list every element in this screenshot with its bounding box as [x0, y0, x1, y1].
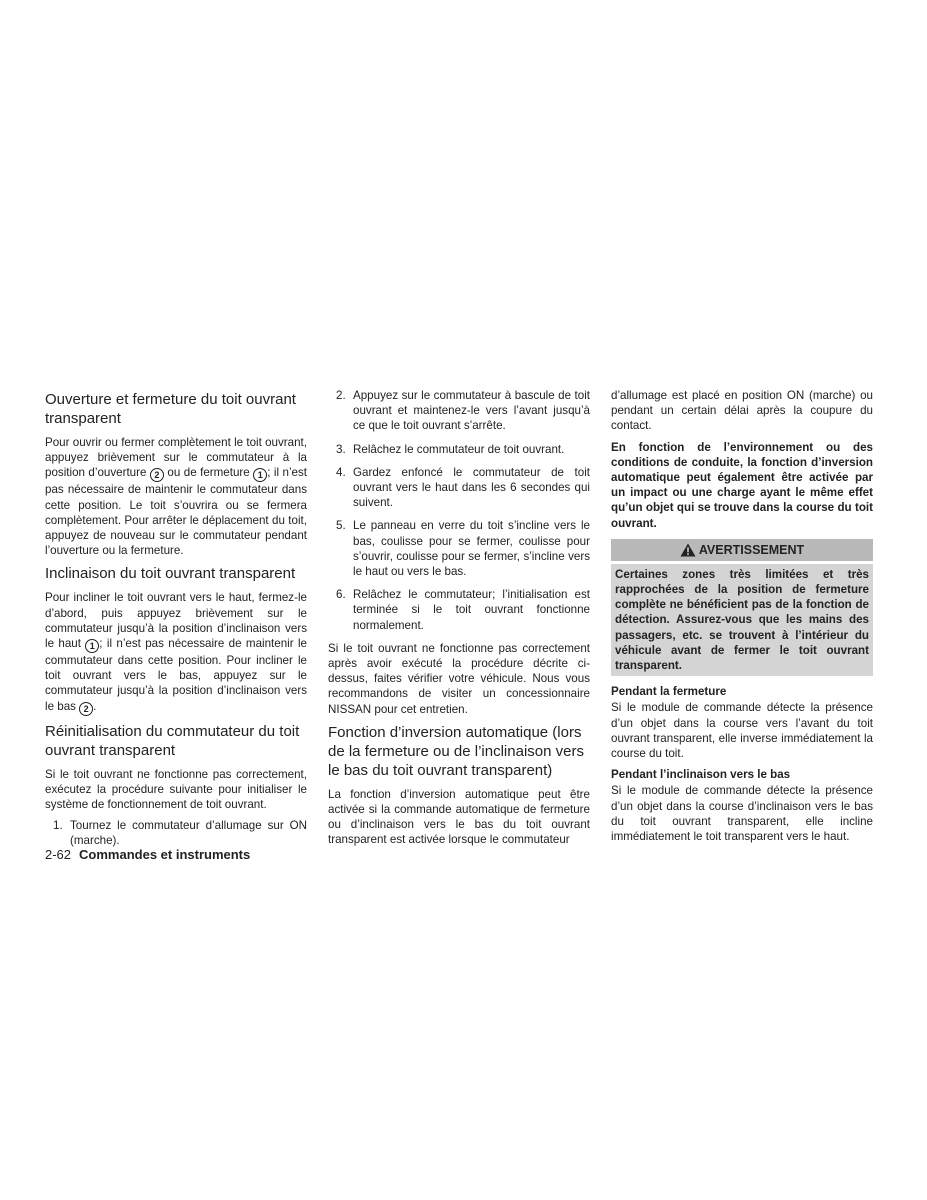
list-text: Tournez le commutateur d’allumage sur ON (marche). — [70, 819, 307, 848]
warning-body: Certaines zones très limitées et très rapprochées de la position de fermeture complète ne bénéficient pas de la fonction de détection. Assurez-vous que les mains des passagers, etc. se trouvent à l’intérieur du véhicule avant de fermer le toit ouvrant transparent. — [611, 564, 873, 676]
list-number: 6. — [336, 588, 346, 602]
page-number: 2-62 — [45, 847, 72, 862]
paragraph-continued: d’allumage est placé en position ON (marche) ou pendant un certain délai après la coupure du contact. — [611, 389, 873, 433]
warning-header — [611, 539, 873, 561]
section-heading-reset: Réinitialisation du commutateur du toit ouvrant transparent — [45, 722, 300, 759]
subheading-tilt-down: Pendant l’inclinaison vers le bas — [611, 768, 791, 782]
list-item — [328, 518, 590, 579]
list-text: Gardez enfoncé le commutateur de toit ouvrant vers le haut dans les 6 secondes qui suivent. — [353, 465, 590, 510]
list-text: Relâchez le commutateur de toit ouvrant. — [353, 442, 565, 456]
list-text: Appuyez sur le commutateur à bascule de toit ouvrant et maintenez-le vers l’avant jusqu’à ce que le toit ouvrant s’arrête. — [353, 389, 590, 433]
text-run: ; il n’est pas nécessaire de maintenir le commutateur dans cette position. Le toit s’ouvrira ou se fermera complètement. Pour arrêter le déplacement du toit, appuyez de nouveau sur le commutateur pendant l’ouverture ou la fermeture. — [45, 466, 308, 558]
list-number: 5. — [336, 519, 346, 533]
list-number: 1. — [53, 819, 63, 833]
warning-triangle-icon — [680, 543, 696, 557]
list-number: 3. — [336, 442, 346, 456]
column-middle — [328, 388, 590, 854]
callout-2-icon: 2 — [150, 468, 164, 482]
text-run: . — [93, 699, 97, 713]
steps-list — [45, 818, 307, 848]
paragraph-opening — [45, 435, 307, 558]
section-heading-opening: Ouverture et fermeture du toit ouvrant transparent — [45, 391, 296, 427]
list-item — [328, 388, 590, 434]
list-text: Le panneau en verre du toit s’incline vers le bas, coulisse pour se fermer, coulisse pour s’ouvrir, coulisse pour se fermer, s’incline vers le haut ou vers le bas. — [353, 519, 590, 579]
text-run: Pour ouvrir ou fermer complètement le toit ouvrant, appuyez brièvement sur le commutateur à la position d’ouverture — [45, 436, 307, 480]
list-number: 4. — [336, 465, 346, 479]
paragraph-reset: Si le toit ouvrant ne fonctionne pas correctement, exécutez la procédure suivante pour initialiser le système de fonctionnement de toit ouvrant. — [45, 767, 307, 812]
section-heading-tilt: Inclinaison du toit ouvrant transparent — [45, 565, 296, 583]
text-run: Pour incliner le toit ouvrant vers le haut, fermez-le d’abord, puis appuyez brièvement sur le commutateur jusqu’à la position d’inclinaison vers le haut — [45, 591, 307, 651]
text-run: ou de fermeture — [163, 466, 254, 480]
callout-2-icon: 2 — [79, 702, 93, 716]
list-item — [328, 465, 590, 511]
subheading-closing: Pendant la fermeture — [611, 685, 727, 699]
paragraph-auto-reverse: La fonction d’inversion automatique peut être activée si la commande automatique de fermeture ou d’inclinaison vers le bas du toit ouvrant transparent est activée lorsque le commutateur — [328, 787, 590, 847]
warning-title: AVERTISSEMENT — [698, 542, 805, 557]
list-item — [328, 587, 590, 633]
section-heading-auto-reverse: Fonction d’inversion automatique (lors de la fermeture ou de l’inclinaison vers le bas du toit ouvrant transparent) — [328, 723, 584, 779]
paragraph-bold-notice: En fonction de l’environnement ou des conditions de conduite, la fonction d’inversion automatique peut également être activée par un impact ou une charge ayant le même effet qu’un objet qui se trouve dans la course du toit ouvrant. — [611, 440, 873, 530]
chapter-title: Commandes et instruments — [79, 847, 251, 862]
paragraph-closing: Si le module de commande détecte la présence d’un objet dans la course vers l’avant du toit ouvrant transparent, elle inverse immédiatement la course du toit. — [611, 701, 873, 761]
list-text: Relâchez le commutateur; l’initialisation est terminée si le toit ouvrant fonctionne normalement. — [353, 588, 590, 632]
text-run: ; il n’est pas nécessaire de maintenir le commutateur dans cette position. Pour incliner le toit ouvrant vers le bas, appuyez sur le commutateur jusqu’à la position d’inclinaison vers le bas — [45, 637, 307, 713]
column-right — [611, 388, 873, 850]
list-item — [45, 818, 307, 848]
page-footer — [45, 846, 250, 864]
callout-1-icon: 1 — [85, 639, 99, 653]
steps-list-continued — [328, 388, 590, 633]
column-left — [45, 388, 307, 857]
list-item — [328, 442, 590, 457]
list-number: 2. — [336, 389, 346, 402]
callout-1-icon: 1 — [253, 468, 267, 482]
paragraph-service: Si le toit ouvrant ne fonctionne pas correctement après avoir exécuté la procédure décrite ci-dessus, faites vérifier votre véhicule. Nous vous recommandons de visiter un concessionnaire NISSAN pour cet entretien. — [328, 641, 590, 716]
paragraph-tilt — [45, 590, 307, 715]
paragraph-tilt-down: Si le module de commande détecte la présence d’un objet dans la course d’inclinaison vers le bas du toit ouvrant transparent, elle incline immédiatement le toit transparent vers le haut. — [611, 784, 873, 844]
